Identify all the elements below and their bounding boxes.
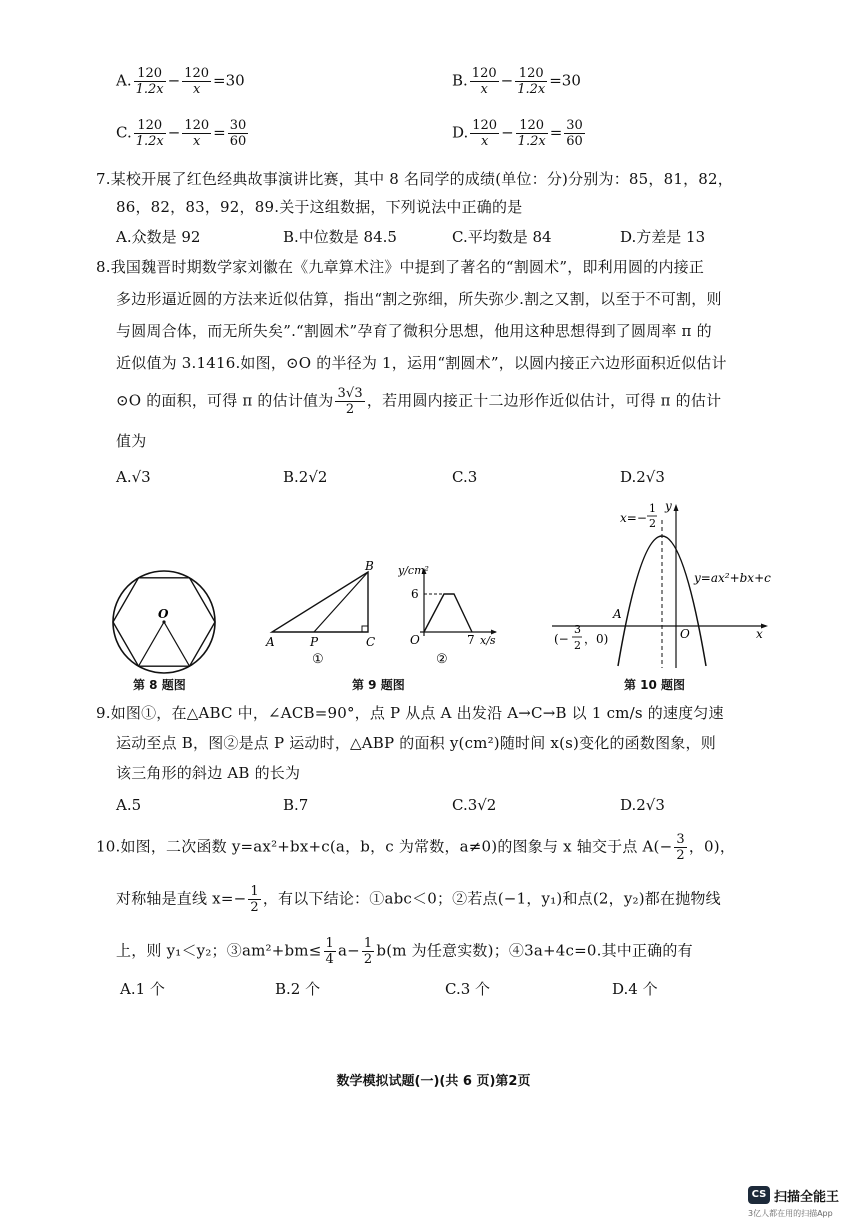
q10-option-c: C.3 个 bbox=[445, 980, 491, 998]
q8-line-6: 值为 bbox=[116, 432, 147, 450]
q7-option-b: B.中位数是 84.5 bbox=[283, 228, 397, 246]
page-footer: 数学模拟试题(一)(共 6 页)第2页 bbox=[336, 1074, 531, 1089]
label-a: A bbox=[266, 635, 275, 649]
q9-line-1: 9.如图①，在△ABC 中，∠ACB=90°，点 P 从点 A 出发沿 A→C→B 以 1 cm/s 的速度匀速 bbox=[96, 704, 724, 722]
q6-option-d: D. $\frac{120}{x}$ − $\frac{120}{1.2x}$ = $\frac{30}{60}$ bbox=[452, 118, 583, 149]
figure-9-triangle bbox=[262, 560, 392, 666]
q10-option-d: D.4 个 bbox=[612, 980, 658, 998]
q8-option-c: C.3 bbox=[452, 468, 478, 486]
area-curve bbox=[424, 594, 472, 632]
q7-line-1: 7.某校开展了红色经典故事演讲比赛，其中 8 名同学的成绩(单位：分)分别为：85，81，82， bbox=[96, 170, 733, 188]
scanner-slogan: 3亿人都在用的扫描App bbox=[748, 1209, 833, 1218]
q10-line-3: 上，则 y₁＜y₂；③am²+bm≤ $\frac{1}{4}$ a− $\frac{1}{2}$ b(m 为任意实数)；④3a+4c=0.其中正确的有 bbox=[116, 936, 693, 967]
label-p: P bbox=[310, 635, 319, 649]
q8-option-a: A.√3 bbox=[116, 468, 151, 486]
figure-9-graph bbox=[398, 560, 502, 666]
figure-9-caption: 第 9 题图 bbox=[352, 678, 405, 692]
figure-10 bbox=[548, 498, 778, 672]
point-a-label: A bbox=[613, 607, 622, 621]
label-c: C bbox=[366, 635, 376, 649]
right-angle-mark bbox=[362, 626, 368, 632]
axis-eq-den: 2 bbox=[649, 517, 656, 530]
scanner-logo-icon: CS bbox=[748, 1186, 770, 1204]
segment-bp bbox=[314, 572, 368, 632]
q6-option-a: A. $\frac{120}{1.2x}$ − $\frac{120}{x}$ =30 bbox=[116, 66, 245, 97]
q9-line-2: 运动至点 B，图②是点 P 运动时，△ABP 的面积 y(cm²)随时间 x(s)变化的函数图象，则 bbox=[116, 734, 716, 752]
q8-line-3: 与圆周合体，而无所失矣”.“割圆术”孕育了微积分思想，他用这种思想得到了圆周率 π 的 bbox=[116, 322, 712, 340]
scanner-watermark bbox=[748, 1182, 858, 1222]
q7-line-2: 86，82，83，92，89.关于这组数据，下列说法中正确的是 bbox=[116, 198, 523, 216]
origin-label: O bbox=[680, 627, 690, 641]
x-axis-label: x/s bbox=[480, 634, 496, 647]
point-a-coord-pre: (− bbox=[554, 632, 569, 646]
q8-option-d: D.2√3 bbox=[620, 468, 665, 486]
q8-line-4: 近似值为 3.1416.如图，⊙O 的半径为 1，运用“割圆术”，以圆内接正六边形面积近似估计 bbox=[116, 354, 727, 372]
center-label: O bbox=[158, 607, 169, 621]
q9-option-b: B.7 bbox=[283, 796, 309, 814]
q9-option-c: C.3√2 bbox=[452, 796, 497, 814]
origin-label: O bbox=[410, 633, 420, 647]
y-axis-label: y/cm² bbox=[398, 564, 429, 577]
q8-option-b: B.2√2 bbox=[283, 468, 328, 486]
axis-eq-label: x=− bbox=[620, 511, 647, 525]
y-axis-label: y bbox=[665, 499, 672, 513]
point-a-coord-post: ，0) bbox=[584, 632, 609, 646]
q9-option-d: D.2√3 bbox=[620, 796, 665, 814]
q10-line-1: 10.如图，二次函数 y=ax²+bx+c(a，b，c 为常数，a≠0)的图象与 x 轴交于点 A(− $\frac{3}{2}$ ，0)， bbox=[96, 832, 736, 863]
y-axis-arrow bbox=[674, 504, 679, 511]
label-b: B bbox=[365, 560, 374, 573]
q10-option-b: B.2 个 bbox=[275, 980, 321, 998]
q6-option-b: B. $\frac{120}{x}$ − $\frac{120}{1.2x}$ =30 bbox=[452, 66, 581, 97]
q9-line-3: 该三角形的斜边 AB 的长为 bbox=[116, 764, 301, 782]
axis-eq-num: 1 bbox=[649, 502, 656, 515]
scanner-app-name: 扫描全能王 bbox=[774, 1190, 840, 1205]
point-a-coord-num: 3 bbox=[574, 623, 581, 636]
figure-10-caption: 第 10 题图 bbox=[624, 678, 686, 692]
q10-line-2: 对称轴是直线 x=− $\frac{1}{2}$ ，有以下结论：①abc＜0；②若点(−1，y₁)和点(2，y₂)都在抛物线 bbox=[116, 884, 721, 915]
y-tick-6: 6 bbox=[411, 587, 419, 601]
x-axis-label: x bbox=[756, 627, 763, 641]
radius-line-2 bbox=[164, 622, 190, 666]
figure-8 bbox=[108, 566, 220, 678]
q7-option-c: C.平均数是 84 bbox=[452, 228, 552, 246]
q9-option-a: A.5 bbox=[116, 796, 142, 814]
q8-line-5: ⊙O 的面积，可得 π 的估计值为 $\frac{3√3}{2}$ ，若用圆内接正十二边形作近似估计，可得 π 的估计 bbox=[116, 386, 722, 417]
radius-line-1 bbox=[139, 622, 165, 666]
q7-option-a: A.众数是 92 bbox=[116, 228, 201, 246]
sub-label-1: ① bbox=[312, 652, 324, 666]
q8-line-1: 8.我国魏晋时期数学家刘徽在《九章算术注》中提到了著名的“割圆术”，即利用圆的内接正 bbox=[96, 258, 705, 276]
q6-option-c: C. $\frac{120}{1.2x}$ − $\frac{120}{x}$ = $\frac{30}{60}$ bbox=[116, 118, 247, 149]
q8-line-2: 多边形逼近圆的方法来近似估算，指出“割之弥细，所失弥少.割之又割，以至于不可割，则 bbox=[116, 290, 722, 308]
q7-option-d: D.方差是 13 bbox=[620, 228, 706, 246]
sub-label-2: ② bbox=[436, 652, 448, 666]
x-tick-7: 7 bbox=[467, 633, 475, 647]
figure-8-caption: 第 8 题图 bbox=[133, 678, 186, 692]
triangle-abc bbox=[272, 572, 368, 632]
curve-label: y=ax²+bx+c bbox=[694, 571, 771, 585]
q10-option-a: A.1 个 bbox=[120, 980, 165, 998]
point-a-coord-den: 2 bbox=[574, 639, 581, 652]
